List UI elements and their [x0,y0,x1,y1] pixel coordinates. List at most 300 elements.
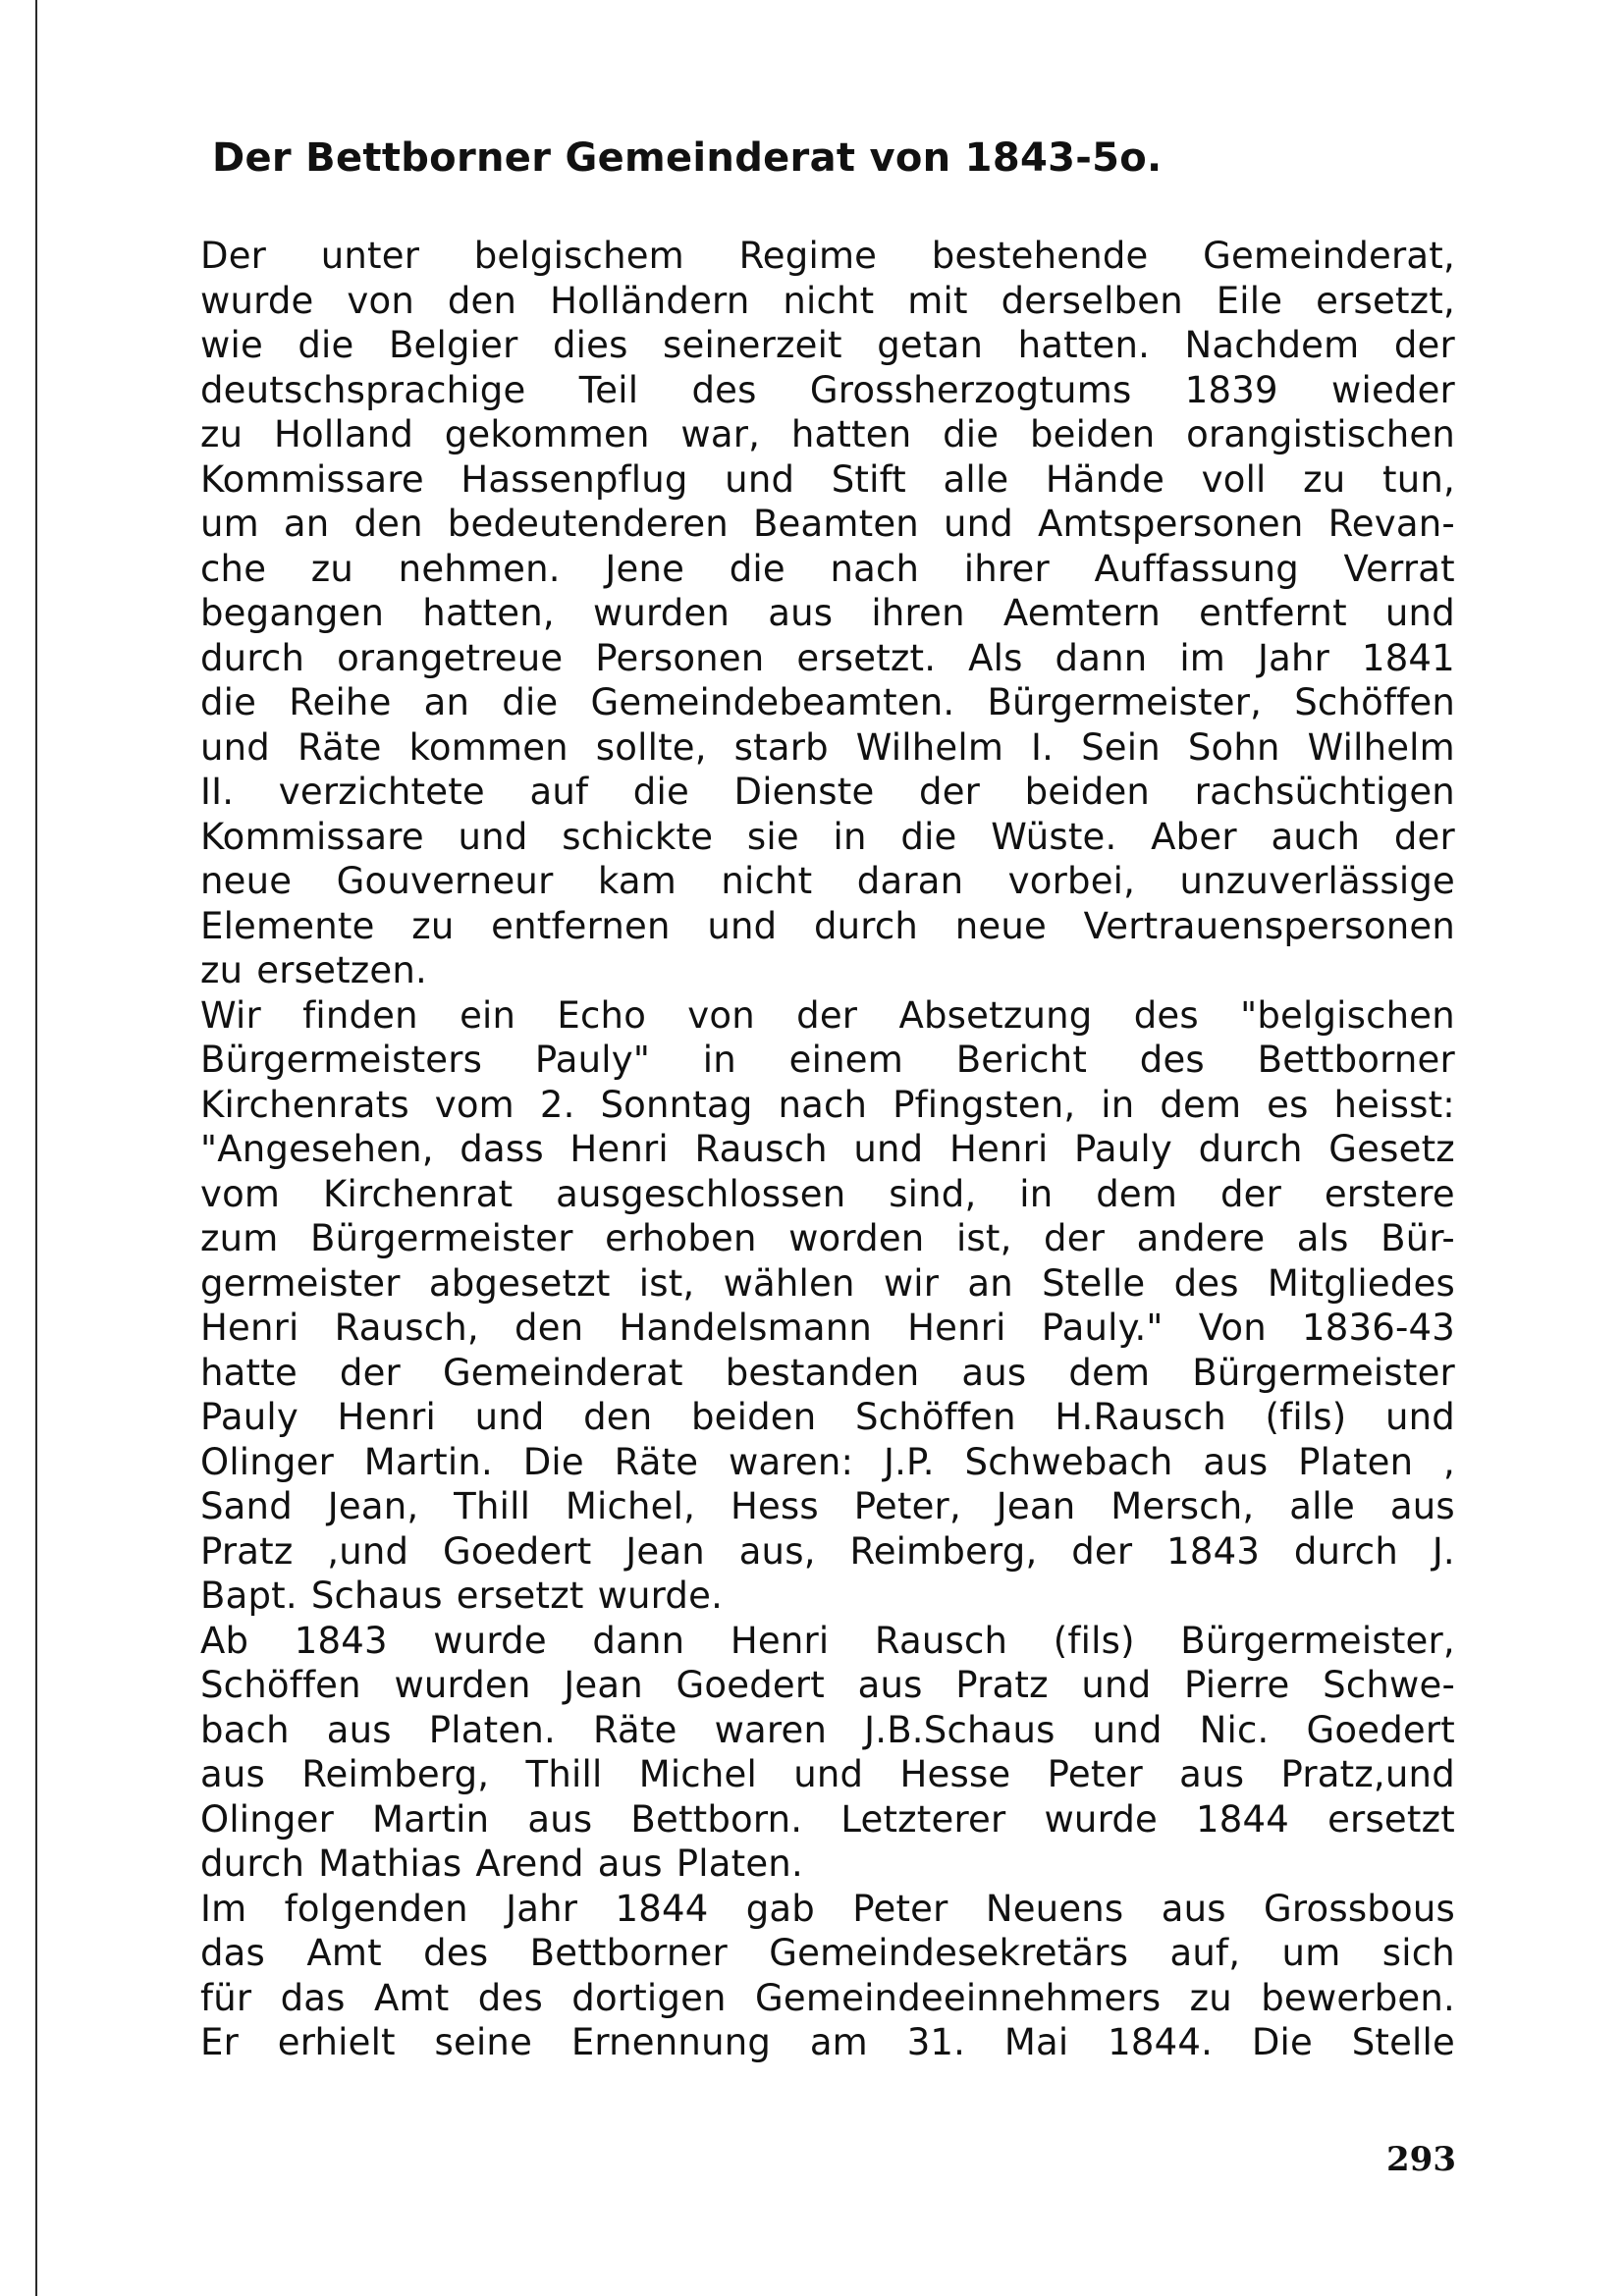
word: unzuverlässige [1179,860,1455,902]
word: Stelle [1042,1261,1146,1305]
text-line [200,1663,1455,1708]
text-line [200,1842,1455,1887]
word: an [423,681,470,723]
word: deutschsprachige [200,368,526,411]
word: des [1133,993,1199,1037]
word: Pratz [955,1664,1049,1706]
word: Platen. [676,1842,803,1885]
word: sich [1381,1932,1455,1974]
word: zum [200,1217,279,1259]
text-line [200,1306,1455,1351]
word: 1844 [1196,1797,1290,1841]
word: Jahr [506,1887,578,1930]
word: Pauly [200,1396,298,1438]
word: den [583,1396,653,1438]
word: Amt [306,1932,382,1974]
word: mit [907,279,968,322]
word: waren: [729,1440,854,1483]
word: ersetzt, [1316,279,1455,322]
word: für [200,1976,252,2019]
word: und [458,815,528,858]
word: erhielt [277,2021,396,2063]
word: Bürgermeister [309,1217,573,1259]
text-line [200,1216,1455,1261]
word: dass [460,1128,544,1170]
word: Wüste. [991,815,1117,858]
word: zu [1189,1976,1232,2019]
word: und [853,1128,924,1170]
word: der [796,993,858,1037]
word: durch [1293,1529,1399,1573]
word: durch [200,1842,305,1885]
text-line [200,547,1455,592]
word: es [1267,1083,1309,1126]
word: Henri [200,1307,299,1349]
word: Bürgermeister [1192,1351,1455,1394]
word: Martin [372,1797,490,1841]
word: Peter, [853,1485,961,1527]
word: seinerzeit [663,324,842,366]
word: Pratz,und [1280,1753,1455,1795]
word: schickte [562,815,714,858]
word: waren [714,1708,828,1751]
word: Als [968,636,1023,679]
word: finden [302,993,418,1037]
word: 1843 [1166,1529,1261,1573]
word: Kommissare [200,457,424,501]
word: den [514,1307,584,1349]
word: in [833,815,867,858]
text-line [200,591,1455,636]
word: aus [961,1351,1027,1394]
word: Echo [557,993,647,1037]
word: Henri [948,1128,1049,1170]
word: der [1071,1529,1133,1573]
word: sollte, [595,725,707,769]
word: 2. [539,1083,575,1126]
word: der [339,1351,401,1394]
word: an [967,1261,1013,1305]
word: und [474,1396,545,1438]
word: Mitgliedes [1267,1261,1455,1305]
word: Eile [1216,279,1283,322]
word: Reimberg, [301,1753,490,1795]
word: wurde [1044,1797,1158,1841]
word: Nic. [1199,1708,1270,1751]
word: die [943,413,1000,455]
word: nach [778,1083,868,1126]
word: der [919,771,981,813]
text-line [200,993,1455,1039]
page-number: 293 [1386,2140,1456,2179]
word: wir [883,1261,940,1305]
word: beiden [690,1396,817,1438]
word: Hassenpflug [460,457,688,501]
word: Goedert [443,1529,592,1573]
word: Neuens [985,1887,1124,1930]
text-line [200,457,1455,503]
word: hatten. [1017,324,1151,366]
word: ersetzt [456,1575,584,1617]
text-line [200,279,1455,324]
word: Schwe- [1323,1664,1455,1706]
word: Henri [569,1128,669,1170]
word: des [1139,1039,1205,1081]
word: Schwebach [964,1440,1173,1483]
word: durch [813,904,919,947]
word: Beamten [752,503,919,545]
word: worden [788,1217,925,1259]
word: Wilhelm [855,725,1004,769]
text-line [200,1127,1455,1172]
word: Die [522,1440,584,1483]
word: Der [200,235,267,277]
word: dem [1068,1351,1151,1394]
word: bewerben. [1261,1976,1455,2019]
word: Pauly." [1041,1307,1164,1349]
word: nicht [721,860,813,902]
word: 1844. [1108,2021,1214,2063]
text-line [200,770,1455,815]
word: und [1092,1708,1163,1751]
word: und [200,725,270,769]
word: bestanden [725,1351,920,1394]
text-line [200,1931,1455,1976]
word: wählen [723,1261,855,1305]
word: Jean [625,1529,705,1573]
word: orangistischen [1186,413,1455,455]
word: den [447,279,517,322]
word: als [1296,1217,1349,1259]
word: Aber [1151,815,1237,858]
text-line [200,725,1455,771]
word: um [1281,1932,1341,1974]
word: um [200,503,259,545]
word: orangetreue [337,636,564,679]
word: Auffassung [1094,547,1299,590]
word: zu [1303,457,1346,501]
word: Platen [1298,1440,1414,1483]
word: alle [943,457,1009,501]
word: beiden [1029,413,1156,455]
word: 31. [906,2021,966,2063]
word: entfernen [491,904,671,947]
word: aus [527,1797,593,1841]
word: sie [746,815,799,858]
word: die [632,771,689,813]
word: Amt [374,1976,450,2019]
word: ist, [955,1217,1012,1259]
word: der [1393,324,1455,366]
word: dortigen [571,1976,727,2019]
word: auf, [1169,1932,1241,1974]
word: Holländern [550,279,750,322]
word: zu [200,949,244,991]
text-line [200,1529,1455,1575]
word: nehmen. [398,547,561,590]
word: hatten, [422,592,555,634]
word: aus [1179,1753,1245,1795]
word: zu [411,904,455,947]
word: Henri [337,1396,437,1438]
word: Jean [996,1485,1076,1527]
word: ,und [327,1529,409,1573]
text-line [200,859,1455,904]
word: vom [434,1083,514,1126]
word: bach [200,1708,290,1751]
word: derselben [1001,279,1183,322]
word: vom [200,1172,281,1215]
word: 1841 [1361,636,1455,679]
word: Sohn [1187,725,1280,769]
word: Jene [605,547,685,590]
word: Kirchenrat [323,1172,514,1215]
word: die [200,681,257,723]
word: von [687,993,755,1037]
word: und [1384,592,1455,634]
text-line [200,815,1455,860]
word: Letzterer [840,1797,1006,1841]
word: Verrat [1343,547,1455,590]
word: zu [200,413,244,455]
word: das [280,1976,346,2019]
word: begangen [200,592,385,634]
word: tun, [1381,457,1455,501]
word: Personen [595,636,765,679]
body-text [200,234,1455,2065]
word: Bürgermeister, [987,681,1263,723]
word: Im [200,1887,247,1930]
word: Henri [730,1619,830,1662]
word: und [1384,1396,1455,1438]
word: Mathias [318,1842,462,1885]
word: der [1044,1217,1106,1259]
word: erstere [1324,1172,1455,1215]
text-line [200,948,1455,993]
word: vorbei, [1007,860,1136,902]
word: Thill [454,1485,531,1527]
word: Handelsmann [619,1307,873,1349]
word: che [200,547,267,590]
word: ersetzen. [256,949,428,991]
word: Jahr [1257,636,1330,679]
word: Pierre [1184,1664,1290,1706]
word: Bapt. [200,1575,298,1617]
text-line [200,412,1455,457]
word: II. [200,771,235,813]
word: Absetzung [898,993,1093,1037]
word: aus [1203,1440,1269,1483]
word: des [1173,1261,1239,1305]
word: Kommissare [200,815,424,858]
word: wurde [433,1619,547,1662]
word: am [809,2021,868,2063]
word: Jean, [327,1485,419,1527]
word: und [707,904,778,947]
word: in [702,1039,736,1081]
word: alle [1289,1485,1356,1527]
word: in [1101,1083,1135,1126]
word: Peter [852,1887,948,1930]
word: Bericht [955,1039,1088,1081]
word: durch [200,636,305,679]
word: andere [1136,1217,1266,1259]
word: voll [1201,457,1267,501]
word: auf [529,771,589,813]
word: Ab [200,1619,249,1662]
word: beiden [1024,771,1151,813]
word: Hesse [899,1753,1011,1795]
word: Goedert [1306,1708,1455,1751]
word: Gemeindeeinnehmers [755,1976,1162,2019]
word: hatten [790,413,912,455]
word: belgischem [473,235,684,277]
word: Bettborn. [630,1797,803,1841]
word: abgesetzt [428,1261,611,1305]
word: folgenden [284,1887,468,1930]
word: Michel, [565,1485,696,1527]
word: , [1443,1440,1455,1483]
word: und [943,503,1013,545]
word: ist, [638,1261,695,1305]
word: Grossbous [1264,1887,1455,1930]
word: der [1219,1172,1281,1215]
word: nicht [783,279,875,322]
word: an [283,503,330,545]
word: Teil [578,368,639,411]
word: Stelle [1351,2021,1455,2063]
word: Amtspersonen [1037,503,1304,545]
word: im [1179,636,1226,679]
word: die [900,815,957,858]
text-line [200,368,1455,413]
word: Pauly [1074,1128,1172,1170]
word: Martin. [363,1440,493,1483]
word: verzichtete [278,771,485,813]
word: ersetzt [1327,1797,1455,1841]
word: Sein [1081,725,1161,769]
word: den [353,503,423,545]
text-line [200,323,1455,368]
word: Vertrauenspersonen [1083,904,1455,947]
word: Grossherzogtums [809,368,1132,411]
word: 1839 [1184,368,1278,411]
word: und [1081,1664,1152,1706]
word: Sand [200,1485,293,1527]
word: dem [1096,1172,1178,1215]
word: Bürgermeister, [1180,1619,1455,1662]
word: das [200,1932,266,1974]
word: Thill [525,1753,603,1795]
word: 1844 [615,1887,709,1930]
word: Schöffen [854,1396,1016,1438]
word: gekommen [444,413,650,455]
word: in [1019,1172,1054,1215]
word: wurden [394,1664,531,1706]
word: daran [856,860,964,902]
word: Mai [1003,2021,1069,2063]
text-line [200,1708,1455,1753]
word: kam [597,860,677,902]
text-line [200,1887,1455,1932]
word: dann [1055,636,1148,679]
word: Bürgermeisters [200,1039,483,1081]
word: des [477,1976,543,2019]
word: wieder [1331,368,1455,411]
word: dann [592,1619,685,1662]
word: "Angesehen, [200,1128,434,1170]
text-line [200,1574,1455,1619]
page-title: Der Bettborner Gemeinderat von 1843-5o. [212,135,1163,181]
text-line [200,1395,1455,1440]
word: Gemeindesekretärs [769,1932,1129,1974]
word: aus [1389,1485,1455,1527]
word: aus [597,1842,663,1885]
text-line [200,1172,1455,1217]
word: Olinger [200,1797,334,1841]
word: Bür- [1380,1217,1455,1259]
word: (fils) [1053,1619,1135,1662]
word: aus [1161,1887,1226,1930]
word: rachsüchtigen [1194,771,1455,813]
word: sind, [889,1172,977,1215]
word: J.B.Schaus [864,1708,1056,1751]
word: Pratz [200,1529,294,1573]
word: wurde [200,279,314,322]
word: aus [768,592,834,634]
word: Michel [638,1753,757,1795]
word: Gemeinderat, [1203,235,1455,277]
word: I. [1031,725,1055,769]
word: gab [745,1887,815,1930]
word: neue [200,860,293,902]
text-line [200,1261,1455,1307]
word: Dienste [733,771,875,813]
word: Nachdem [1184,324,1360,366]
word: (fils) [1265,1396,1347,1438]
word: Elemente [200,904,375,947]
word: wie [200,324,263,366]
word: ersetzt. [796,636,937,679]
word: Hände [1045,457,1165,501]
word: Gemeinderat [442,1351,683,1394]
word: kommen [408,725,568,769]
word: Gesetz [1328,1128,1455,1170]
word: die [298,324,354,366]
word: Wir [200,993,261,1037]
word: ausgeschlossen [556,1172,846,1215]
word: die [729,547,785,590]
word: Sonntag [600,1083,753,1126]
word: H.Rausch [1055,1396,1226,1438]
text-line [200,1976,1455,2021]
word: hatte [200,1351,298,1394]
word: Reihe [289,681,392,723]
word: Schöffen [1294,681,1455,723]
word: aus [200,1753,266,1795]
word: 1843 [294,1619,388,1662]
word: Die [1251,2021,1313,2063]
word: bestehende [931,235,1149,277]
word: germeister [200,1261,401,1305]
word: aus, [738,1529,816,1573]
word: Gouverneur [336,860,554,902]
word: 1836-43 [1301,1307,1455,1349]
word: Hess [730,1485,819,1527]
word: neue [954,904,1047,947]
word: nach [830,547,920,590]
text-line [200,636,1455,681]
